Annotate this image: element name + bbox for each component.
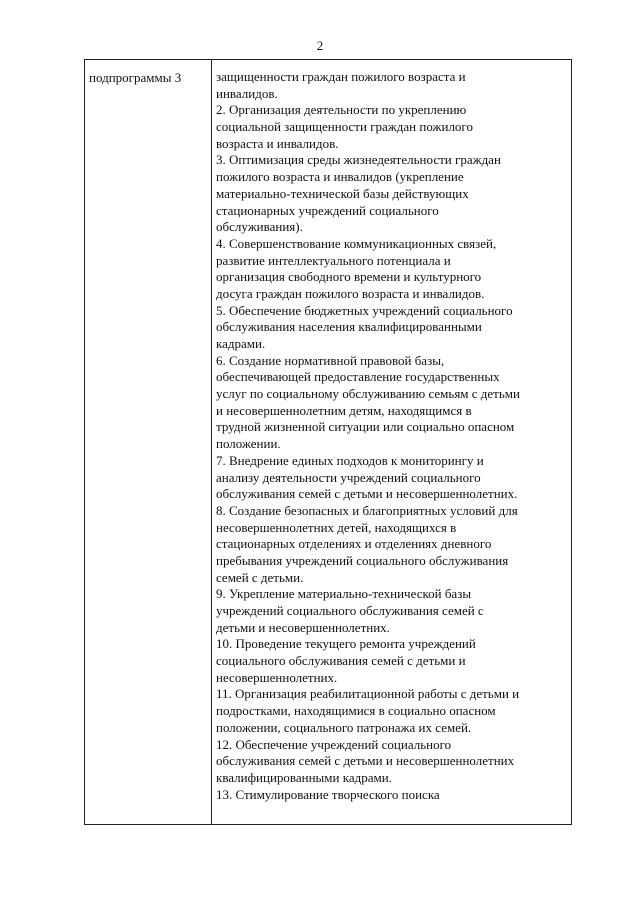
text-line: детьми и несовершеннолетних. — [216, 619, 390, 635]
content-cell — [216, 69, 576, 803]
text-line: социального обслуживания семей с детьми и — [216, 653, 466, 669]
text-line: 6. Создание нормативной правовой базы, — [216, 352, 445, 368]
text-line: анализу деятельности учреждений социального — [216, 469, 481, 485]
text-line: 13. Стимулирование творческого поиска — [216, 786, 440, 802]
text-line: квалифицированными кадрами. — [216, 769, 392, 785]
text-line: несовершеннолетних. — [216, 669, 338, 685]
text-line: стационарных отделениях и отделениях дневного — [216, 536, 492, 552]
text-line: 3. Оптимизация среды жизнедеятельности граждан — [216, 152, 501, 168]
text-line: 12. Обеспечение учреждений социального — [216, 736, 452, 752]
text-line: семей с детьми. — [216, 569, 304, 585]
text-line: обслуживания семей с детьми и несовершеннолетних. — [216, 486, 518, 502]
row-label-cell: подпрограммы 3 — [89, 70, 182, 85]
text-line: материально-технической базы действующих — [216, 185, 469, 201]
column-divider — [211, 60, 212, 824]
text-line: инвалидов. — [216, 85, 278, 101]
text-line: пожилого возраста и инвалидов (укрепление — [216, 169, 464, 185]
text-line: 4. Совершенствование коммуникационных связей, — [216, 235, 497, 251]
text-line: обслуживания населения квалифицированными — [216, 319, 482, 335]
text-line: обеспечивающей предоставление государственных — [216, 369, 500, 385]
text-line: 10. Проведение текущего ремонта учреждений — [216, 636, 476, 652]
text-line: развитие интеллектуального потенциала и — [216, 252, 451, 268]
text-line: кадрами. — [216, 336, 266, 351]
text-line: 9. Укрепление материально-технической базы — [216, 586, 472, 602]
text-line: пребывания учреждений социального обслуживания — [216, 552, 509, 568]
program-table — [84, 59, 572, 825]
text-line: 2. Организация деятельности по укреплению — [216, 102, 467, 118]
text-line: обслуживания). — [216, 219, 303, 235]
text-line: трудной жизненной ситуации или социально опасном — [216, 419, 515, 435]
text-line: досуга граждан пожилого возраста и инвалидов. — [216, 285, 485, 301]
text-line: и несовершеннолетним детям, находящимся в — [216, 402, 472, 418]
text-line: положении, социального патронажа их семей. — [216, 719, 472, 735]
text-line: организация свободного времени и культурного — [216, 269, 482, 285]
text-line: учреждений социального обслуживания семей с — [216, 603, 484, 618]
text-line: обслуживания семей с детьми и несовершеннолетних — [216, 753, 515, 769]
text-line: подростками, находящимися в социально опасном — [216, 703, 496, 719]
text-line: защищенности граждан пожилого возраста и — [216, 69, 466, 84]
text-line: 7. Внедрение единых подходов к мониторингу и — [216, 452, 484, 468]
text-line: 8. Создание безопасных и благоприятных условий для — [216, 502, 518, 518]
page-number: 2 — [316, 38, 324, 53]
text-line: услуг по социальному обслуживанию семьям с детьми — [216, 386, 520, 402]
text-line: социальной защищенности граждан пожилого — [216, 119, 473, 135]
text-line: 5. Обеспечение бюджетных учреждений социального — [216, 302, 513, 318]
text-line: 11. Организация реабилитационной работы с детьми и — [216, 686, 520, 702]
text-line: возраста и инвалидов. — [216, 135, 339, 151]
text-line: несовершеннолетних детей, находящихся в — [216, 519, 457, 535]
text-line: положении. — [216, 436, 281, 452]
text-line: стационарных учреждений социального — [216, 202, 439, 218]
